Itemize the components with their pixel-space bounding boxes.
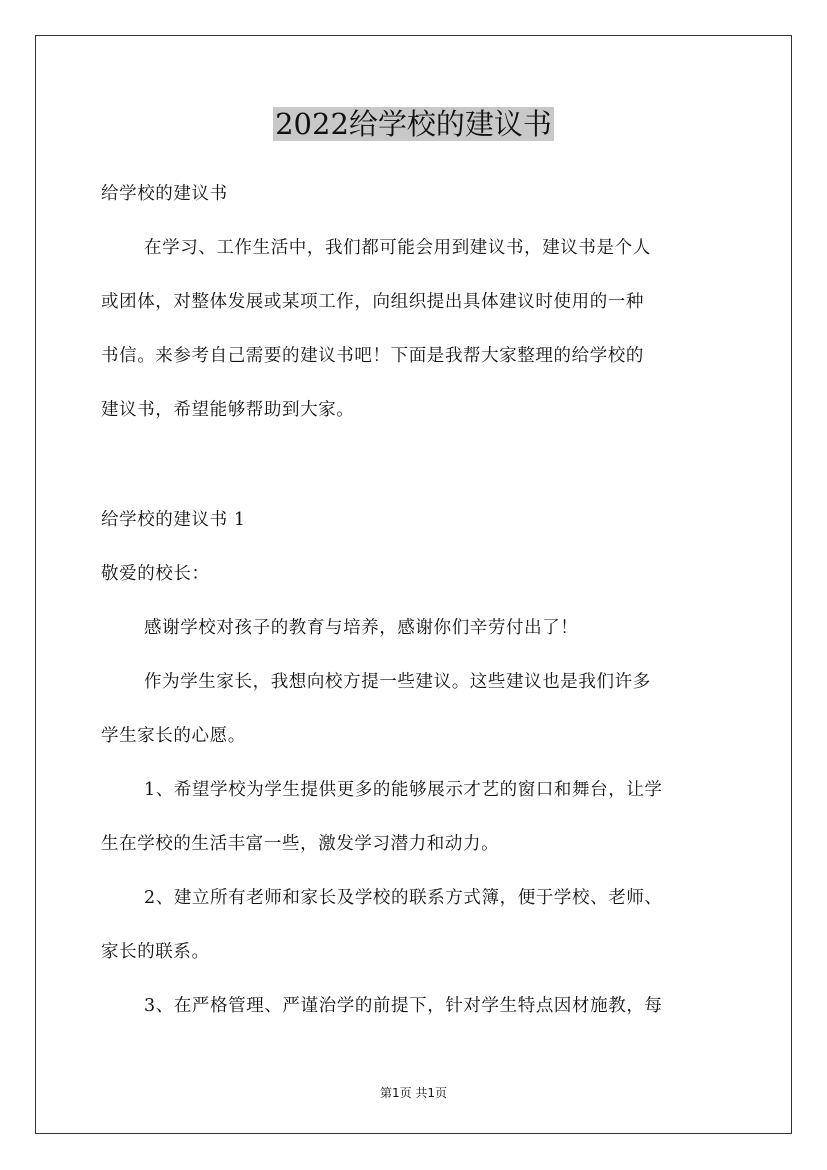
suggestion-3-line-1: 3、在严格管理、严谨治学的前提下，针对学生特点因材施教，每: [144, 996, 663, 1016]
page-footer: 第1页 共1页: [379, 1086, 448, 1100]
suggestion-2-line-2: 家长的联系。: [101, 942, 210, 962]
subtitle-line: 给学校的建议书: [101, 184, 228, 204]
intro-line-2: 或团体，对整体发展或某项工作，向组织提出具体建议时使用的一种: [101, 292, 644, 312]
section-heading-1: 给学校的建议书 1: [101, 510, 246, 530]
body-line-2: 作为学生家长，我想向校方提一些建议。这些建议也是我们许多: [144, 672, 651, 692]
suggestion-1-line-2: 生在学校的生活丰富一些，激发学习潜力和动力。: [101, 834, 500, 854]
intro-line-1: 在学习、工作生活中，我们都可能会用到建议书，建议书是个人: [144, 238, 651, 258]
suggestion-2-line-1: 2、建立所有老师和家长及学校的联系方式簿，便于学校、老师、: [144, 888, 663, 908]
document-title: [0, 104, 827, 144]
salutation: 敬爱的校长：: [101, 564, 210, 584]
body-line-3: 学生家长的心愿。: [101, 726, 246, 746]
document-title-text: 2022给学校的建议书: [275, 107, 552, 141]
suggestion-1-line-1: 1、希望学校为学生提供更多的能够展示才艺的窗口和舞台，让学: [144, 780, 663, 800]
body-line-1: 感谢学校对孩子的教育与培养，感谢你们辛劳付出了！: [144, 618, 579, 638]
intro-line-3: 书信。来参考自己需要的建议书吧！下面是我帮大家整理的给学校的: [101, 346, 644, 366]
intro-line-4: 建议书，希望能够帮助到大家。: [101, 400, 355, 420]
